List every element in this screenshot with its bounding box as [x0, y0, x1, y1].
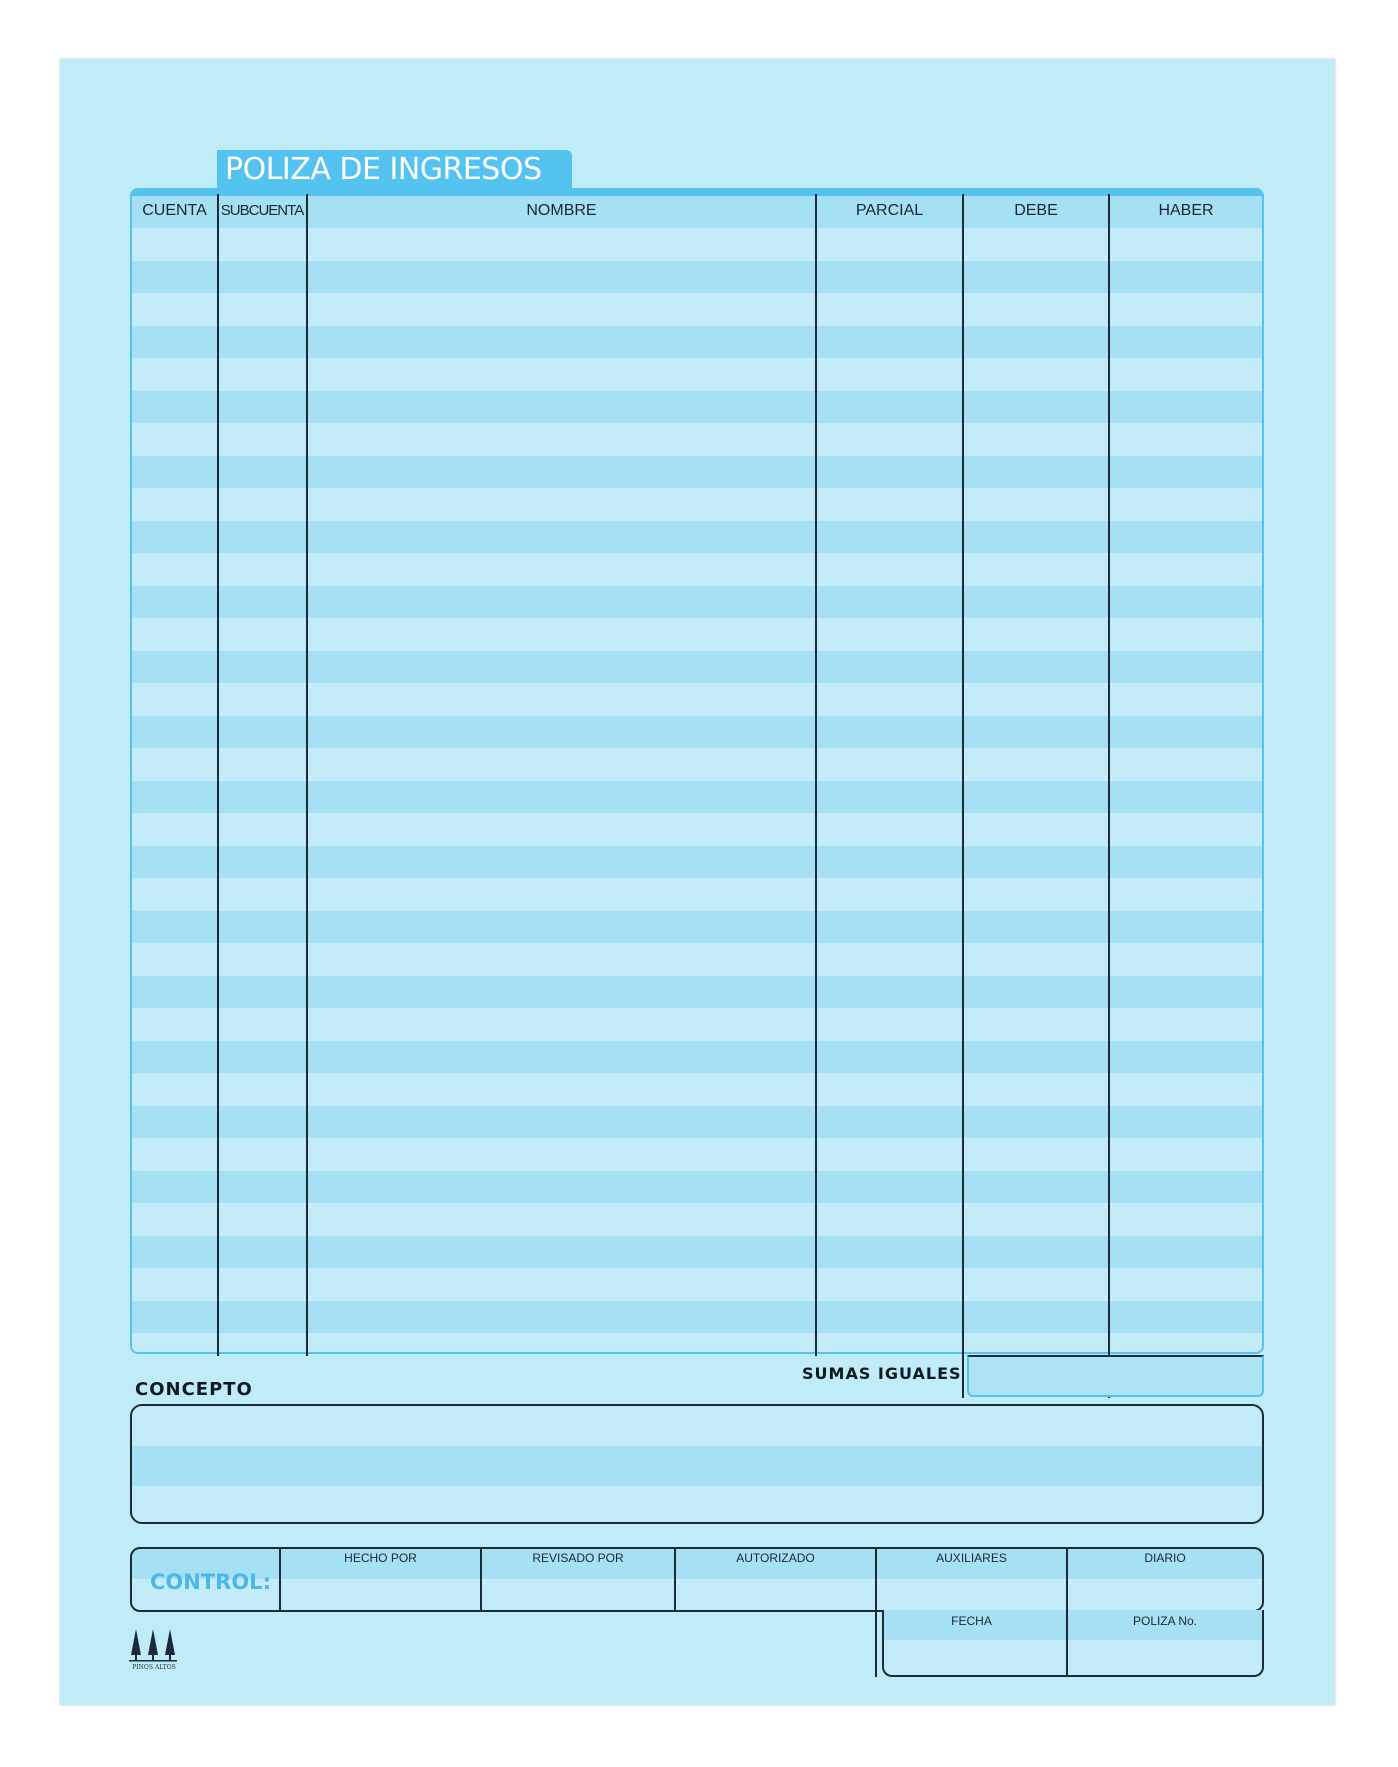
column-divider [962, 194, 964, 1398]
column-header-subcuenta: SUBCUENTA [220, 202, 304, 219]
column-header-parcial: PARCIAL [855, 202, 924, 219]
poliza-no-label: POLIZA No. [1132, 1614, 1198, 1628]
sumas-iguales-label: SUMAS IGUALES [802, 1364, 962, 1383]
diario-label: DIARIO [1144, 1551, 1186, 1565]
ledger-table[interactable] [130, 188, 1264, 1354]
column-divider [815, 194, 817, 1356]
column-header-cuenta: CUENTA [142, 202, 207, 219]
column-header-haber: HABER [1158, 202, 1214, 219]
hecho-por-label: HECHO POR [344, 1551, 417, 1565]
control-label: CONTROL: [150, 1570, 271, 1594]
column-divider [306, 194, 308, 1356]
column-divider [1108, 194, 1110, 1398]
concepto-label: CONCEPTO [135, 1379, 253, 1400]
control-divider [875, 1547, 877, 1677]
logo-text: PINOS ALTOS [132, 1664, 176, 1671]
auxiliares-label: AUXILIARES [936, 1551, 1007, 1565]
form-title: POLIZA DE INGRESOS [225, 152, 542, 187]
concepto-field[interactable] [130, 1404, 1264, 1524]
autorizado-label: AUTORIZADO [736, 1551, 815, 1565]
control-divider [1066, 1547, 1068, 1677]
sumas-iguales-field[interactable] [967, 1355, 1264, 1397]
column-header-debe: DEBE [1014, 202, 1058, 219]
fecha-label: FECHA [951, 1614, 992, 1628]
column-header-nombre: NOMBRE [526, 202, 597, 219]
column-divider [217, 194, 219, 1356]
revisado-por-label: REVISADO POR [532, 1551, 624, 1565]
